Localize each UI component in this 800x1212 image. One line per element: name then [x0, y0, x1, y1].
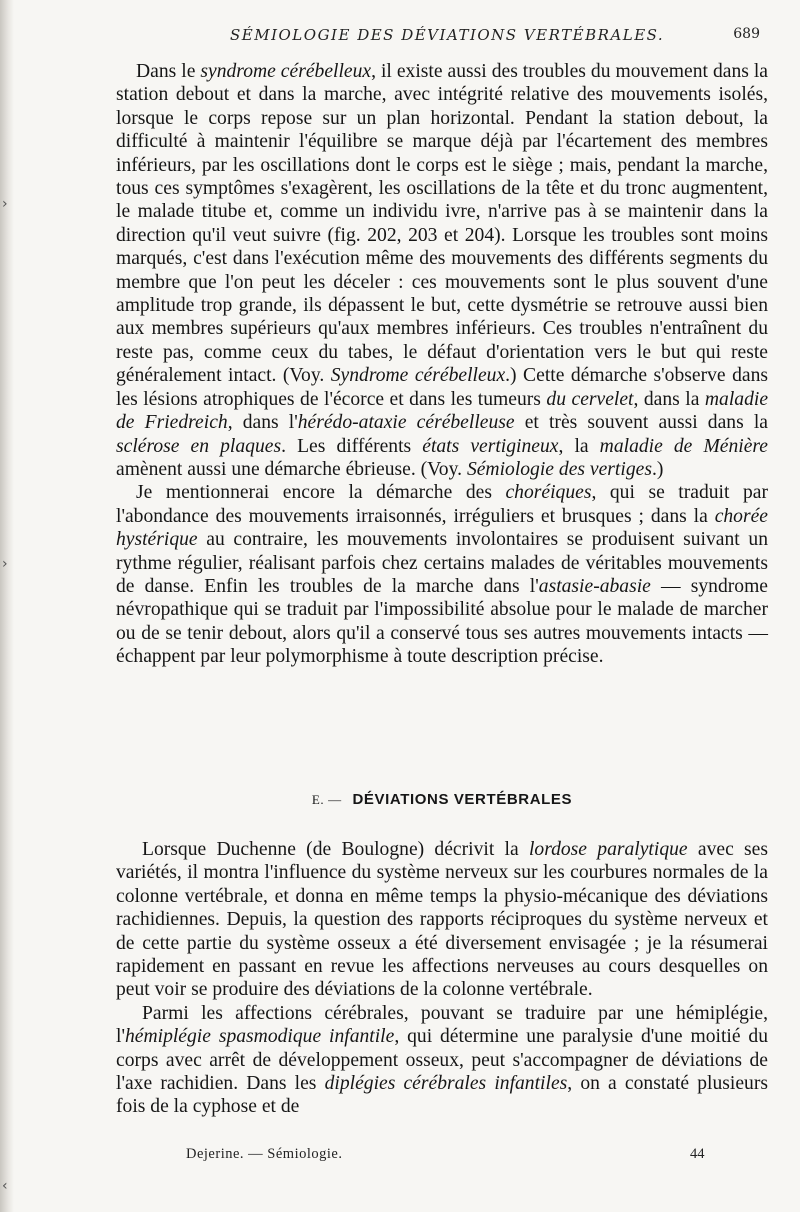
text-run: , dans la [633, 388, 705, 410]
section-text-block [116, 838, 768, 1119]
page-number: 689 [733, 26, 760, 42]
text-run: .) Cette démarche s'observe dans les lésions atrophiques de l'écorce et dans les tumeurs [116, 365, 768, 410]
running-title: SÉMIOLOGIE DES DÉVIATIONS VERTÉBRALES. [230, 26, 665, 44]
text-run: , la [558, 435, 600, 457]
italic-term: hérédo-ataxie cérébelleuse [297, 412, 515, 434]
margin-mark-icon: › [2, 196, 8, 212]
italic-term: états vertigineux [422, 435, 559, 457]
page-binding-shadow [0, 0, 14, 1212]
text-run: Je mentionnerai encore la démarche des [136, 482, 506, 504]
text-run: Parmi les affections cérébrales, pouvant se traduire par une hémiplégie, l' [116, 1002, 768, 1048]
text-run: , dans l' [227, 412, 298, 434]
section-heading [116, 791, 768, 808]
italic-term: maladie de Friedreich [116, 388, 769, 434]
signature-number: 44 [690, 1146, 705, 1162]
running-head [100, 22, 760, 48]
italic-term: diplégies cérébrales infantiles [324, 1073, 568, 1095]
italic-term: hémiplégie spasmodique infantile [124, 1026, 395, 1048]
text-run: .) [651, 458, 664, 480]
italic-term: syndrome cérébelleux [200, 61, 372, 82]
italic-term: choréiques [505, 482, 592, 504]
text-run: . Les différents [281, 435, 423, 457]
printer-signature: Dejerine. — Sémiologie. [186, 1146, 343, 1162]
text-run: , il existe aussi des troubles du mouvement dans la station debout et dans la marche, avec intégrité relative des mouvements isolés, lorsque le corps repose sur un plan horizontal. Pendant la station debout, la difficulté à maintenir l'équilibre se marque déjà par l'écartement des membres inférieurs, par les oscillations dont le corps est le siège ; mais, pendant la marche, tous ces symptômes s'exagèrent, les oscillations de la tête et du tronc augmentent, le malade titube et, comme un individu ivre, n'arrive pas à se maintenir dans la direction qu'il veut suivre (fig. 202, 203 et 204). Lorsque les troubles sont moins marqués, c'est dans l'exécution même des mouvements des différents segments du membre que l'on peut les déceler : ces mouvements sont le plus souvent d'une amplitude trop grande, ils dépassent le but, cette dysmétrie se retrouve aussi bien aux membres supérieurs qu'aux membres inférieurs. Ces troubles n'entraînent du reste pas, comme ceux du tabes, le défaut d'orientation vers le but qui reste généralement intact. (Voy. [116, 61, 768, 387]
section-letter: E. — [311, 792, 342, 807]
section-title: DÉVIATIONS VERTÉBRALES [352, 791, 573, 808]
italic-term: Syndrome cérébelleux [330, 365, 506, 387]
text-run: Dans le [136, 61, 201, 82]
italic-term: Sémiologie des vertiges [466, 458, 652, 480]
page-footer [116, 1146, 768, 1170]
main-text-block [116, 60, 768, 669]
italic-term: sclérose en plaques [116, 435, 282, 457]
text-run: et très souvent aussi dans la [514, 412, 768, 434]
text-run: amènent aussi une démarche ébrieuse. (Voy. [116, 458, 467, 480]
text-run: avec ses variétés, il montra l'influence du système nerveux sur les courbures normales de la colonne vertébrale, et donna en même temps la physio-mécanique des déviations rachidiennes. Depuis, la question des rapports réciproques du système nerveux et de cette partie du système osseux a été diversement envisagée ; je la résumerai rapidement en passant en revue les affections nerveuses au cours desquelles on peut voir se produire des déviations de la colonne vertébrale. [116, 839, 768, 1001]
italic-term: chorée hystérique [116, 505, 768, 551]
text-run: , qui détermine une paralysie d'une moitié du corps avec arrêt de développement osseux, peut s'accompagner de déviations de l'axe rachidien. Dans les [116, 1026, 768, 1095]
paragraph [116, 1002, 768, 1119]
italic-term: maladie de Ménière [599, 435, 768, 457]
italic-term: astasie-abasie [538, 575, 651, 597]
text-run: — syndrome névropathique qui se traduit par l'impossibilité absolue pour le malade de marcher ou de se tenir debout, alors qu'il a conservé tous ses autres mouvements intacts — échappent par leur polymorphisme à toute description précise. [116, 575, 769, 668]
italic-term: lordose paralytique [528, 839, 688, 860]
paragraph [116, 481, 768, 668]
paragraph [116, 60, 768, 481]
margin-mark-icon: › [2, 556, 8, 572]
text-run: Lorsque Duchenne (de Boulogne) décrivit la [142, 839, 529, 860]
text-run: , on a constaté plusieurs fois de la cyphose et de [116, 1073, 768, 1118]
italic-term: du cervelet [546, 388, 634, 410]
paragraph [116, 838, 768, 1002]
text-run: au contraire, les mouvements involontaires se produisent suivant un rythme régulier, réalisant parfois chez certains malades de véritables mouvements de danse. Enfin les troubles de la marche dans l' [116, 529, 768, 597]
margin-mark-icon: ‹ [2, 1178, 8, 1194]
text-run: , qui se traduit par l'abondance des mouvements irraisonnés, irréguliers et brusques ; dans la [116, 482, 768, 527]
